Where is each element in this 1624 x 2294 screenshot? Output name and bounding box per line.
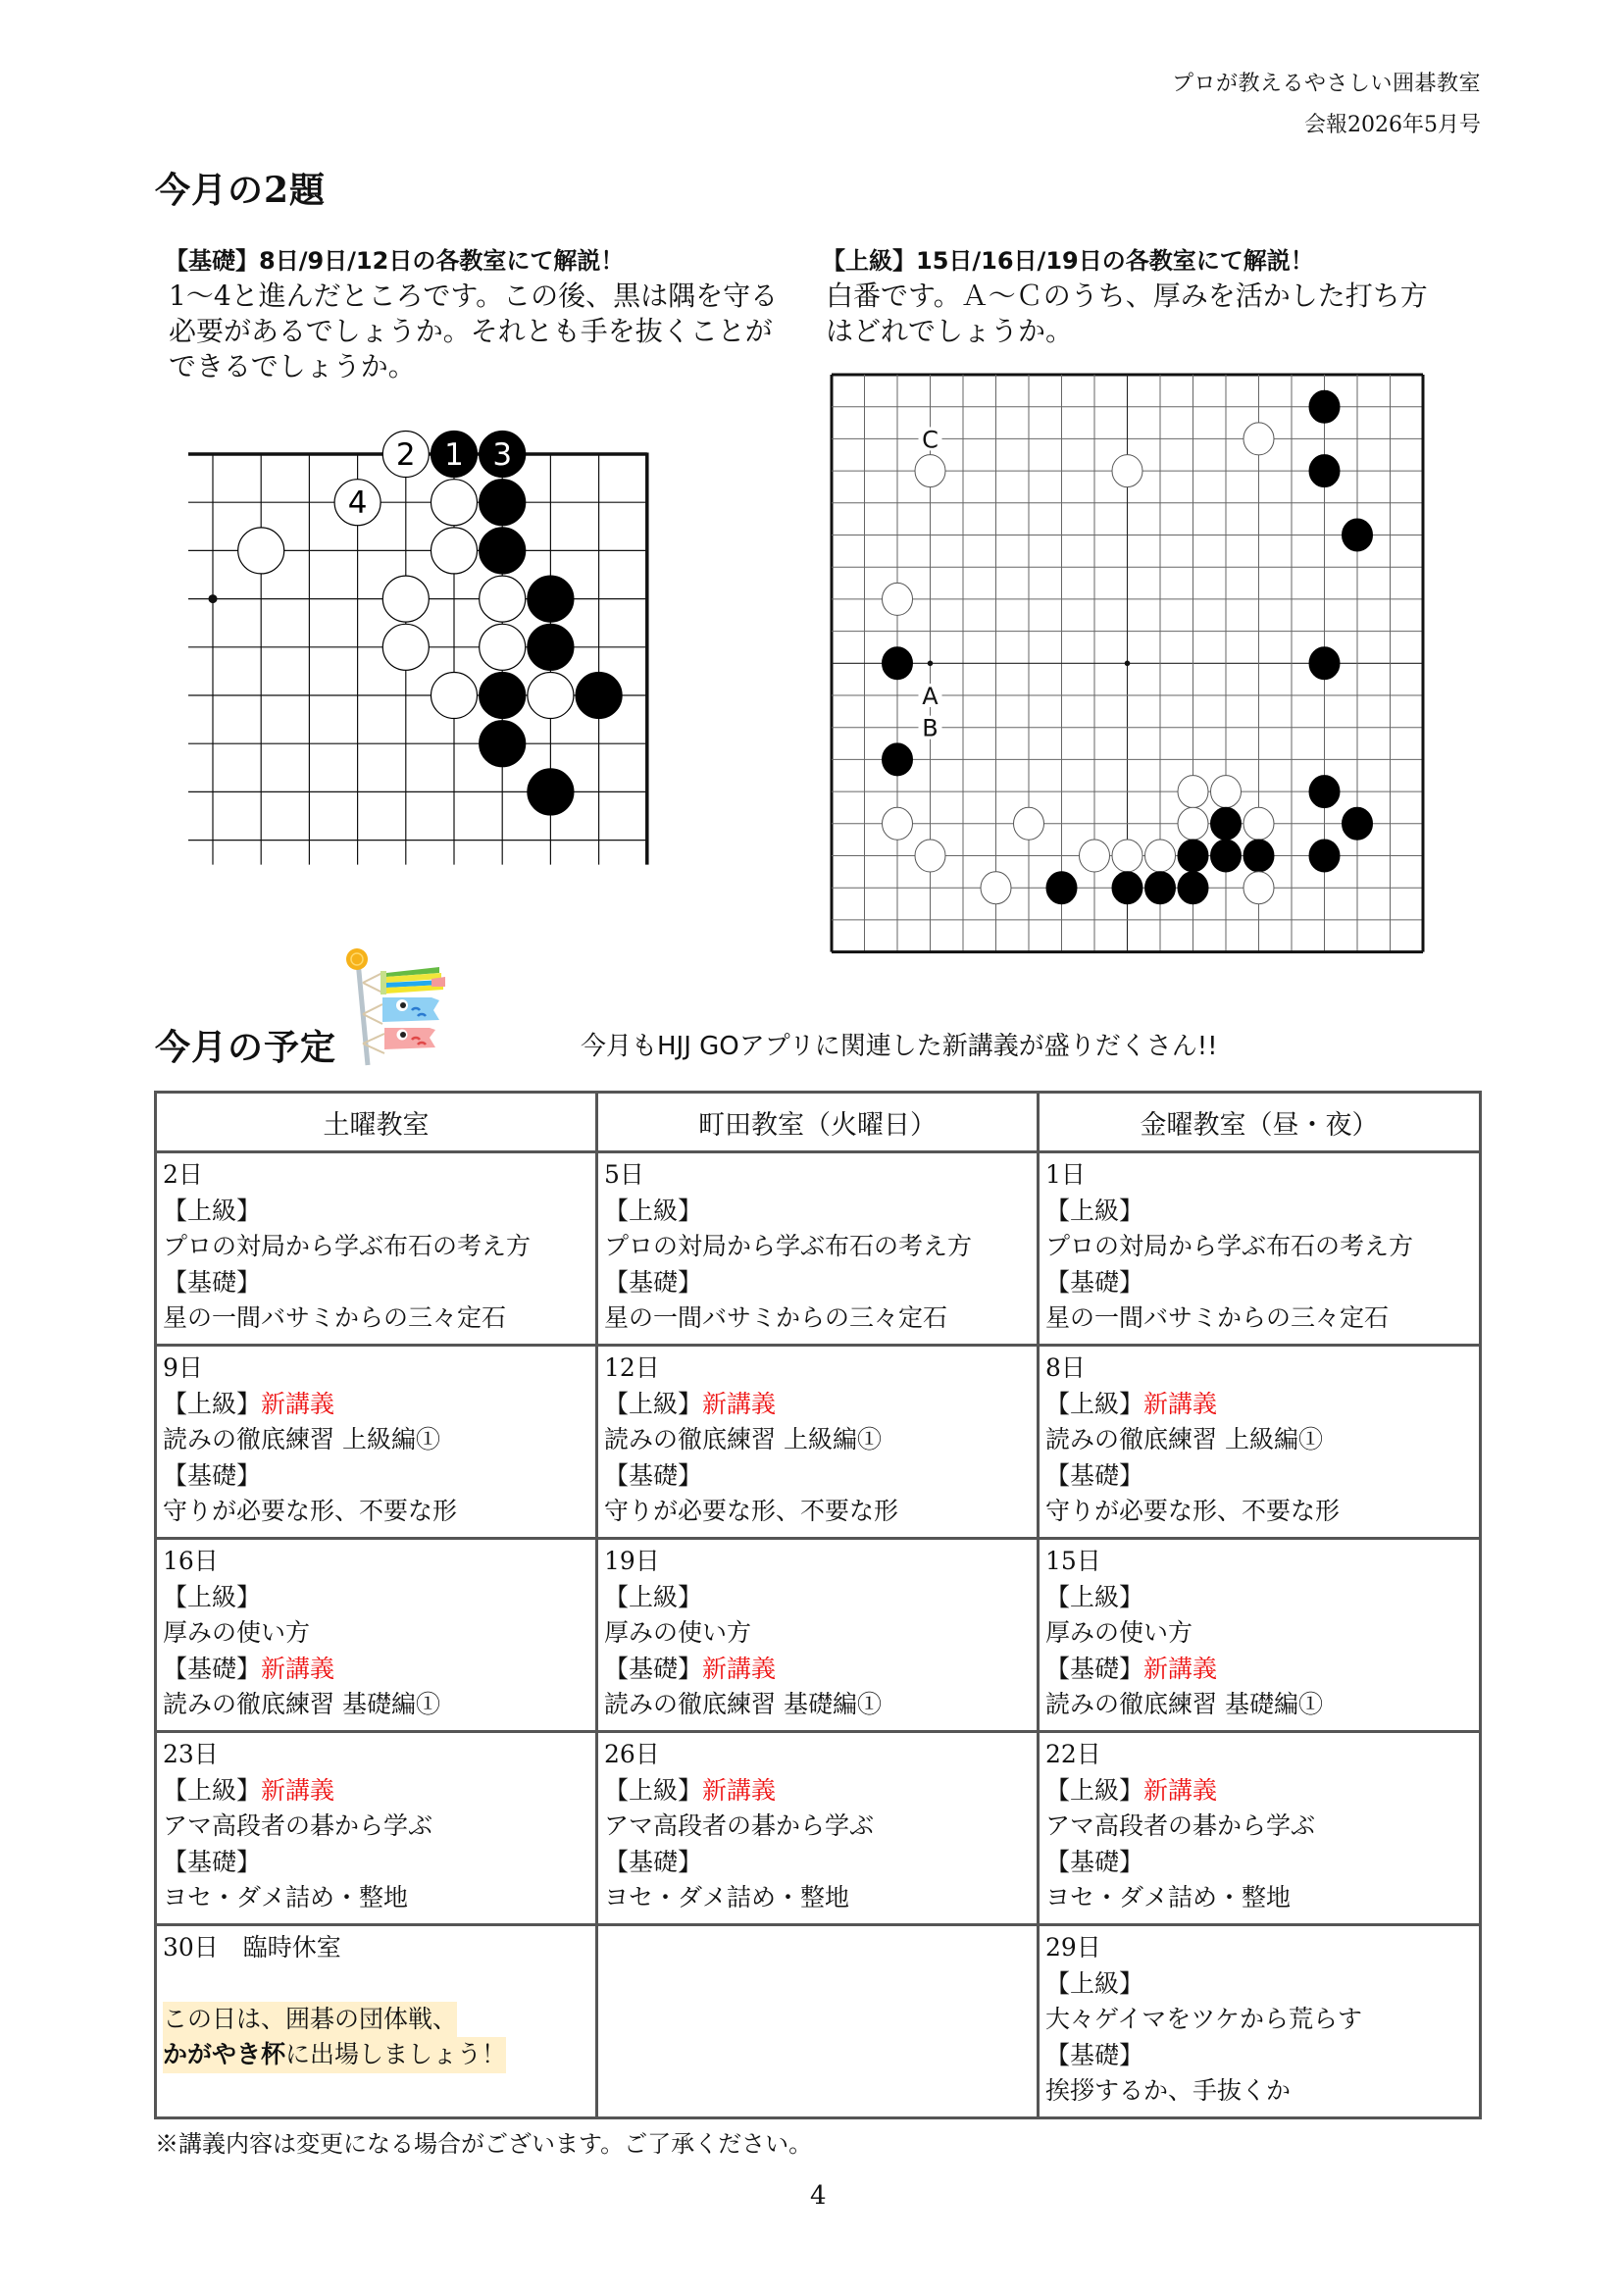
black-stone [480,480,526,526]
basic-topic: ヨセ・ダメ詰め・整地 [163,1883,409,1912]
white-stone [1243,872,1274,904]
advanced-topic: プロの対局から学ぶ布石の考え方 [163,1232,532,1260]
basic-label: 【基礎】 [604,1847,703,1876]
koinobori-icon [333,943,456,1066]
advanced-label: 【上級】 [163,1196,262,1225]
cell-date: 5日 [604,1160,644,1189]
white-stone [915,840,945,872]
move-number: 3 [492,437,513,473]
black-stone [1145,872,1176,904]
black-stone [1178,840,1208,872]
basic-label: 【基礎】 [1045,1267,1144,1297]
advanced-label: 【上級】 [604,1582,703,1611]
notice-rest: に出場しましょう！ [285,2040,507,2068]
white-stone [883,583,913,615]
cell-date: 23日 [163,1740,219,1768]
advanced-label: 【上級】 [1045,1968,1144,1998]
move-number: 2 [395,437,416,473]
basic-topic: 読みの徹底練習 基礎編① [163,1690,440,1718]
white-stone [431,673,478,719]
point-label-b: B [922,714,939,742]
schedule-cell-friday [1039,1732,1481,1925]
black-stone [1112,872,1142,904]
white-stone [480,624,526,670]
column-header-saturday: 土曜教室 [156,1093,597,1152]
advanced-label: 【上級】 [604,1196,703,1225]
notice-line-2 [163,2037,506,2073]
basic-problem-text: 1～4と進んだところです。この後、黒は隅を守る必要があるでしょうか。それとも手を抜くことができるでしょうか。 [169,280,779,382]
basic-topic: 読みの徹底練習 基礎編① [604,1690,882,1718]
black-stone [883,743,913,776]
closure-date: 30日 臨時休室 [163,1933,341,1962]
advanced-label: 【上級】 [163,1775,262,1805]
school-name: プロが教えるやさしい囲碁教室 [1171,72,1481,96]
advanced-topic: アマ高段者の碁から学ぶ [163,1811,433,1840]
advanced-topic: 厚みの使い方 [163,1618,311,1647]
advanced-problem-text: 白番です。Ａ～Ｃのうち、厚みを活かした打ち方はどれでしょうか。 [826,280,1428,347]
white-stone [981,872,1011,904]
new-lecture-badge: 新講義 [702,1389,777,1418]
schedule-cell-machida-empty [597,1925,1039,2118]
advanced-topic: アマ高段者の碁から学ぶ [604,1811,875,1840]
issue-label: 会報2026年5月号 [1304,113,1481,137]
basic-label: 【基礎】 [1045,2040,1144,2069]
basic-topic: 読みの徹底練習 基礎編① [1045,1690,1323,1718]
white-stone [883,807,913,840]
basic-topic: ヨセ・ダメ詰め・整地 [604,1883,850,1912]
advanced-topic: 大々ゲイマをツケから荒らす [1045,2005,1363,2033]
cell-date: 12日 [604,1353,660,1382]
table-row [156,1346,1481,1539]
schedule-cell-machida [597,1732,1039,1925]
basic-label: 【基礎】 [1045,1847,1144,1876]
advanced-label: 【上級】 [163,1582,262,1611]
new-lecture-badge: 新講義 [261,1654,335,1683]
basic-label: 【基礎】 [163,1847,262,1876]
schedule-cell-friday [1039,1152,1481,1346]
table-row [156,1732,1481,1925]
cell-date: 2日 [163,1160,203,1189]
white-stone [1178,807,1208,840]
basic-topic: 守りが必要な形、不要な形 [163,1497,458,1525]
schedule-cell-saturday [156,1346,597,1539]
white-stone [238,528,284,574]
star-point [1125,661,1131,667]
basic-topic: 守りが必要な形、不要な形 [1045,1497,1341,1525]
black-stone [1343,519,1373,551]
cell-date: 26日 [604,1740,660,1768]
schedule-cell-saturday [156,1732,597,1925]
basic-topic: ヨセ・ダメ詰め・整地 [1045,1883,1292,1912]
advanced-topic: 読みの徹底練習 上級編① [604,1425,882,1453]
basic-label: 【基礎】 [1045,1460,1144,1490]
schedule-table [154,1091,1482,2119]
basic-label: 【基礎】 [163,1267,262,1297]
table-row [156,1152,1481,1346]
black-stone [1309,455,1340,487]
black-stone [1178,872,1208,904]
black-stone [576,673,622,719]
basic-topic: 星の一間バサミからの三々定石 [604,1303,948,1332]
star-point [928,661,934,667]
cell-date: 16日 [163,1547,219,1575]
problems-title: 今月の2題 [155,170,327,211]
basic-label: 【基礎】 [604,1267,703,1297]
advanced-problem-heading: 【上級】15日/16日/19日の各教室にて解説！ [822,247,1314,275]
new-lecture-badge: 新講義 [261,1389,335,1418]
new-lecture-badge: 新講義 [1143,1775,1218,1805]
advanced-problem-board [829,371,1432,959]
move-number: 4 [347,485,368,522]
black-stone [480,528,526,574]
advanced-label: 【上級】 [604,1775,703,1805]
schedule-cell-machida [597,1346,1039,1539]
white-stone [1112,455,1142,487]
basic-topic: 星の一間バサミからの三々定石 [1045,1303,1390,1332]
new-lecture-badge: 新講義 [702,1654,777,1683]
white-stone [1014,807,1044,840]
cell-date: 19日 [604,1547,660,1575]
black-stone [528,624,574,670]
advanced-topic: プロの対局から学ぶ布石の考え方 [604,1232,973,1260]
basic-label: 【基礎】 [604,1460,703,1490]
point-label-c: C [922,426,939,454]
white-stone [1243,423,1274,455]
notice-line-1: この日は、囲碁の団体戦、 [163,2002,457,2038]
white-stone [431,528,478,574]
advanced-label: 【上級】 [1045,1582,1144,1611]
schedule-title: 今月の予定 [155,1027,337,1068]
black-stone [528,576,574,622]
advanced-topic: 厚みの使い方 [1045,1618,1193,1647]
star-point [209,594,218,603]
advanced-label: 【上級】 [1045,1389,1144,1418]
advanced-label: 【上級】 [1045,1196,1144,1225]
black-stone [883,647,913,680]
schedule-cell-machida [597,1539,1039,1732]
cell-date: 29日 [1045,1933,1101,1962]
schedule-cell-friday [1039,1539,1481,1732]
basic-topic: 守りが必要な形、不要な形 [604,1497,899,1525]
schedule-cell-machida [597,1152,1039,1346]
tournament-name: かがやき杯 [163,2040,286,2068]
black-stone [480,721,526,767]
advanced-label: 【上級】 [604,1389,703,1418]
promo-text: 今月もHJJ GOアプリに関連した新講義が盛りだくさん!! [581,1032,1218,1061]
new-lecture-badge: 新講義 [1143,1389,1218,1418]
cell-date: 1日 [1045,1160,1086,1189]
new-lecture-badge: 新講義 [702,1775,777,1805]
move-number: 1 [444,437,464,473]
white-stone [480,576,526,622]
new-lecture-badge: 新講義 [1143,1654,1218,1683]
black-stone [1309,390,1340,423]
black-stone [480,673,526,719]
white-stone [1178,776,1208,808]
white-stone [382,576,429,622]
schedule-cell-saturday [156,1152,597,1346]
advanced-topic: 読みの徹底練習 上級編① [1045,1425,1323,1453]
point-label-a: A [922,683,939,710]
basic-problem-board [177,422,667,873]
black-stone [1343,807,1373,840]
schedule-cell-friday-last [1039,1925,1481,2118]
basic-label: 【基礎】 [1045,1654,1144,1683]
basic-label: 【基礎】 [163,1654,262,1683]
basic-topic: 星の一間バサミからの三々定石 [163,1303,507,1332]
black-stone [1309,840,1340,872]
black-stone [1309,647,1340,680]
white-stone [1145,840,1176,872]
black-stone [1211,807,1242,840]
basic-label: 【基礎】 [604,1654,703,1683]
black-stone [1211,840,1242,872]
basic-label: 【基礎】 [163,1460,262,1490]
white-stone [1211,776,1242,808]
black-stone [1046,872,1077,904]
cell-date: 22日 [1045,1740,1101,1768]
black-stone [1309,776,1340,808]
white-stone [382,624,429,670]
schedule-cell-saturday-last [156,1925,597,2118]
white-stone [431,480,478,526]
advanced-label: 【上級】 [1045,1775,1144,1805]
cell-date: 9日 [163,1353,203,1382]
schedule-header-row [156,1093,1481,1152]
column-header-friday: 金曜教室（昼・夜） [1039,1093,1481,1152]
advanced-topic: 厚みの使い方 [604,1618,752,1647]
white-stone [1243,807,1274,840]
schedule-cell-friday [1039,1346,1481,1539]
column-header-machida: 町田教室（火曜日） [597,1093,1039,1152]
advanced-topic: 読みの徹底練習 上級編① [163,1425,440,1453]
white-stone [1080,840,1110,872]
white-stone [915,455,945,487]
table-row [156,1925,1481,2118]
advanced-topic: アマ高段者の碁から学ぶ [1045,1811,1316,1840]
cell-date: 8日 [1045,1353,1086,1382]
white-stone [528,673,574,719]
cell-date: 15日 [1045,1547,1101,1575]
new-lecture-badge: 新講義 [261,1775,335,1805]
advanced-topic: プロの対局から学ぶ布石の考え方 [1045,1232,1414,1260]
basic-problem-heading: 【基礎】8日/9日/12日の各教室にて解説！ [165,247,625,275]
table-row [156,1539,1481,1732]
footnote: ※講義内容は変更になる場合がございます。ご了承ください。 [155,2130,813,2158]
basic-topic: 挨拶するか、手抜くか [1045,2076,1292,2105]
advanced-label: 【上級】 [163,1389,262,1418]
black-stone [528,769,574,815]
white-stone [1112,840,1142,872]
schedule-cell-saturday [156,1539,597,1732]
black-stone [1243,840,1274,872]
page-number: 4 [810,2181,827,2211]
